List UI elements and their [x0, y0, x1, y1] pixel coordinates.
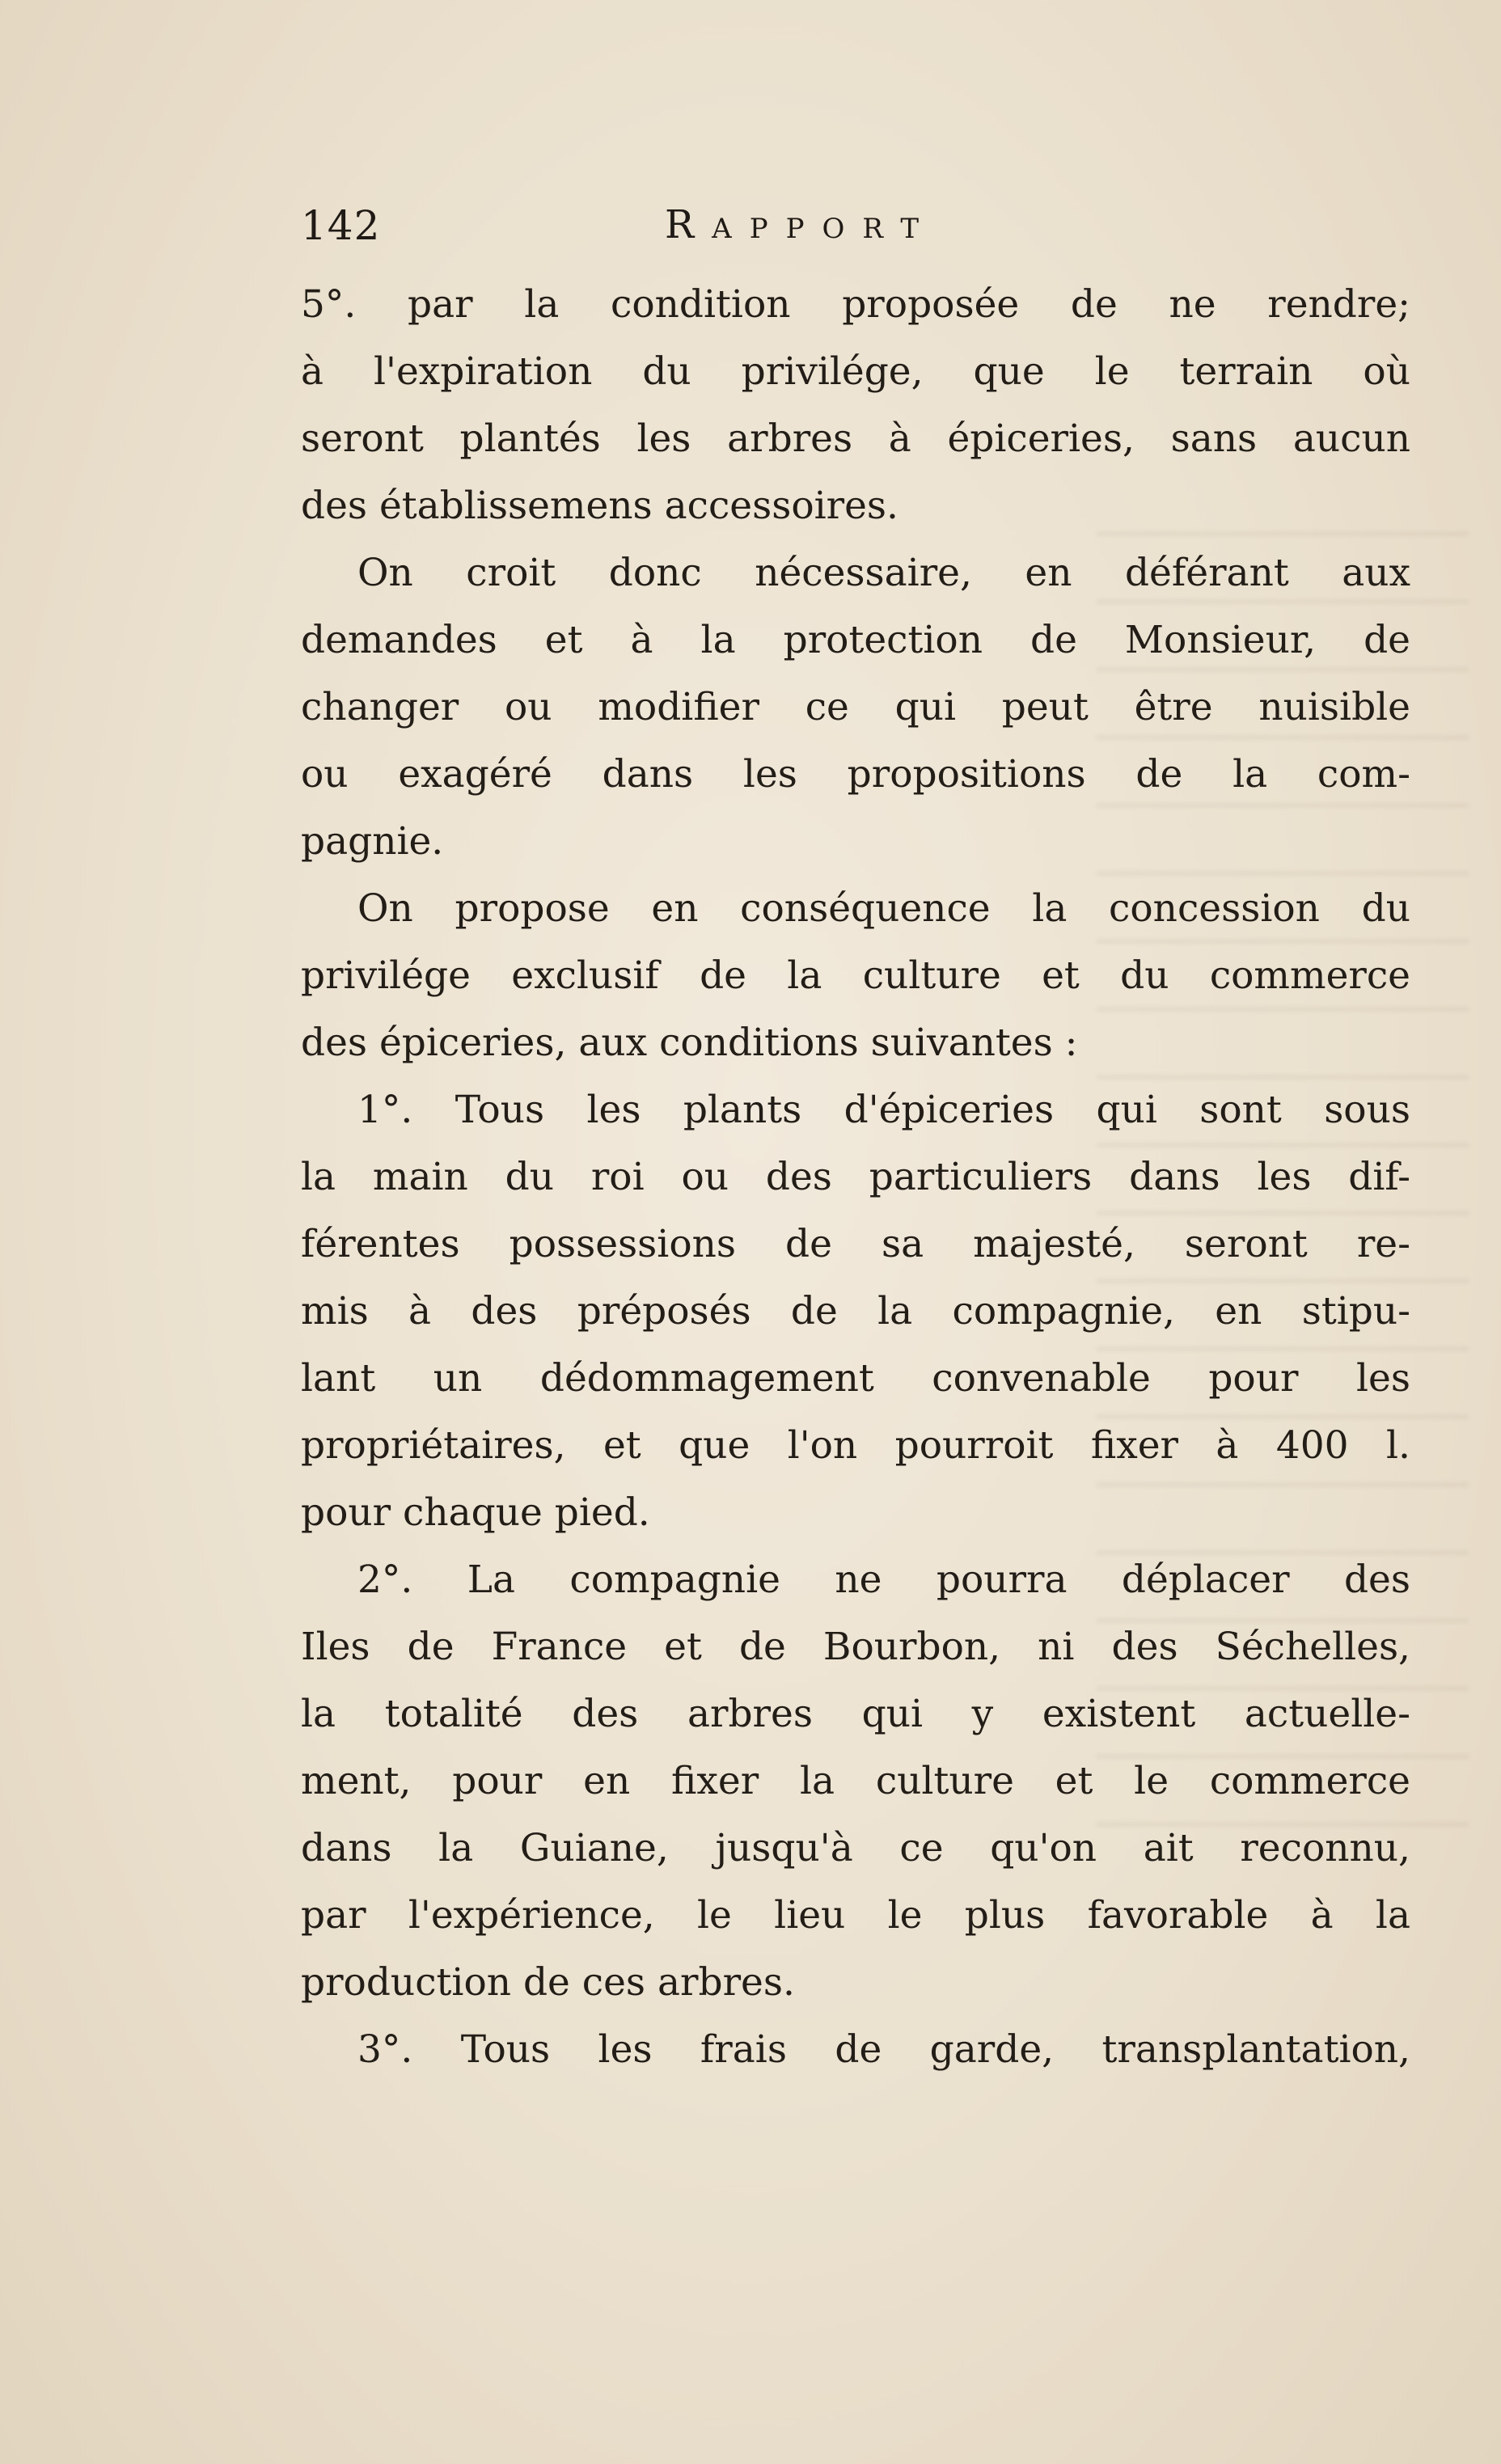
text-line: ment, pour en fixer la culture et le commerce — [301, 1759, 1410, 1803]
page-number: 142 — [301, 202, 381, 249]
text-line: la totalité des arbres qui y existent actuelle- — [301, 1692, 1410, 1736]
text-line: 5°. par la condition proposée de ne rendre; — [301, 282, 1410, 327]
text-line: On propose en conséquence la concession du — [357, 886, 1410, 931]
text-line: dans la Guiane, jusqu'à ce qu'on ait reconnu, — [301, 1826, 1410, 1870]
text-line: par l'expérience, le lieu le plus favorable à la — [301, 1893, 1410, 1938]
text-line: mis à des préposés de la compagnie, en stipu- — [301, 1289, 1410, 1333]
text-line: des épiceries, aux conditions suivantes : — [301, 1021, 1078, 1065]
text-line: pagnie. — [301, 819, 444, 864]
text-line: férentes possessions de sa majesté, seront re- — [301, 1222, 1410, 1266]
text-line: 3°. Tous les frais de garde, transplantation, — [357, 2027, 1410, 2072]
text-line: privilége exclusif de la culture et du commerce — [301, 953, 1410, 998]
text-line: propriétaires, et que l'on pourroit fixer à 400 l. — [301, 1423, 1410, 1468]
text-line: lant un dédommagement convenable pour les — [301, 1356, 1410, 1401]
text-line: demandes et à la protection de Monsieur, de — [301, 618, 1410, 662]
text-line: On croit donc nécessaire, en déférant aux — [357, 551, 1410, 595]
body-text — [301, 271, 1410, 2083]
text-line: Iles de France et de Bourbon, ni des Séchelles, — [301, 1625, 1410, 1669]
text-line: à l'expiration du privilége, que le terrain où — [301, 349, 1410, 394]
text-line: 1°. Tous les plants d'épiceries qui sont sous — [357, 1088, 1410, 1132]
text-line: seront plantés les arbres à épiceries, sans aucun — [301, 416, 1410, 461]
text-line: changer ou modifier ce qui peut être nuisible — [301, 685, 1410, 729]
running-head — [301, 202, 1433, 259]
running-title: Rapport — [665, 202, 937, 247]
text-line: la main du roi ou des particuliers dans les dif- — [301, 1155, 1410, 1199]
text-line: 2°. La compagnie ne pourra déplacer des — [357, 1557, 1410, 1602]
text-line: pour chaque pied. — [301, 1490, 650, 1535]
text-line: production de ces arbres. — [301, 1960, 795, 2005]
text-line: des établissemens accessoires. — [301, 484, 898, 528]
text-line: ou exagéré dans les propositions de la com- — [301, 752, 1410, 797]
